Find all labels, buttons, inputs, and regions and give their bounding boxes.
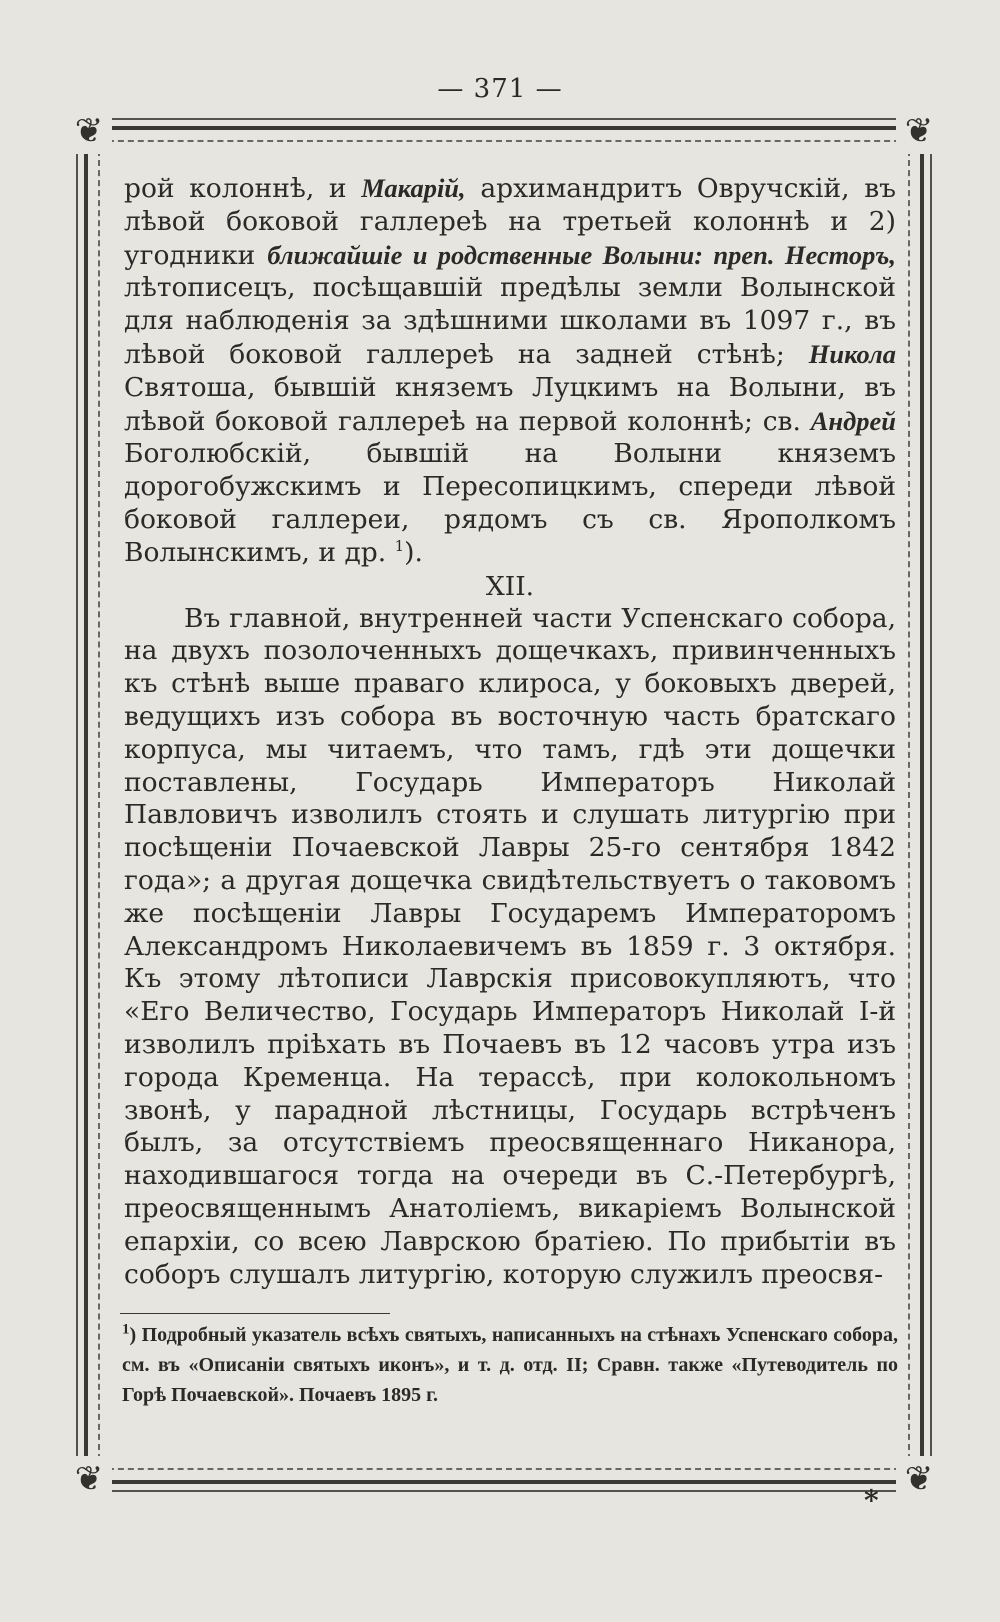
corner-ornament-icon: ❦ bbox=[66, 108, 112, 154]
text-run: Боголюбскій, бывшій на Волыни княземъ дорогобужскимъ и Пересопицкимъ, спереди лѣвой боковой галлереи, рядомъ съ св. Ярополкомъ Волынскимъ, и др. bbox=[124, 438, 896, 568]
text-run: рой колоннѣ, и bbox=[124, 173, 362, 204]
text-run: Святоша, бывшій княземъ Луцкимъ на Волыни, въ лѣвой боковой галлереѣ на первой колоннѣ; св. bbox=[124, 371, 896, 437]
paragraph-emperor-visits: Въ главной, внутренней части Успенскаго собора, на двухъ позолоченныхъ дощечкахъ, привинченныхъ къ стѣнѣ выше праваго клироса, у боковыхъ дверей, ведущихъ изъ собора въ восточную часть братскаго корпуса, мы читаемъ, что тамъ, гдѣ эти дощечки поставлены, Государь Императоръ Николай Павловичъ изволилъ стоять и слушать литургію при посѣщеніи Почаевской Лавры 25-го сентября 1842 года»; а другая дощечка свидѣтельствуетъ о таковомъ же посѣщеніи Лавры Государемъ Императоромъ Александромъ Николаевичемъ въ 1859 г. 3 октября. Къ этому лѣтописи Лаврскія присовокупляютъ, что «Его Величество, Государь Императоръ Николай I-й изволилъ пріѣхать въ Почаевъ въ 12 часовъ утра изъ города Кременца. На терассѣ, при колокольномъ звонѣ, у парадной лѣстницы, Государь встрѣченъ былъ, за отсутствіемъ преосвященнаго Никанора, находившагося тогда на очереди въ С.-Петербургѣ, преосвященнымъ Анатоліемъ, викаріемъ Волынской епархіи, со всею Лаврскою братіею. По прибытіи въ соборъ слушалъ литургію, которую служилъ преосвя- bbox=[124, 602, 896, 1290]
footnote-marker: 1 bbox=[122, 1321, 130, 1338]
saint-name: Андрей bbox=[810, 405, 896, 436]
footnote-divider bbox=[120, 1313, 390, 1314]
saint-name: ближайшіе и родственные Волыни: преп. Несторъ, bbox=[267, 239, 896, 270]
corner-ornament-icon: ❦ bbox=[896, 1456, 942, 1502]
text-run: лѣтописецъ, посѣщавшій предѣлы земли Волынской для наблюденія за здѣшними школами въ 1097 г., въ лѣвой боковой галлереѣ на задней стѣнѣ; bbox=[124, 272, 896, 370]
paragraph-saints bbox=[124, 172, 896, 570]
text-run: ). bbox=[404, 536, 423, 568]
text-run: архимандритъ Овручскій, въ лѣвой боковой галлереѣ на третьей колоннѣ и 2) угодники bbox=[124, 173, 896, 271]
signature-mark: * bbox=[864, 1484, 879, 1517]
footnote bbox=[122, 1320, 898, 1410]
footnote-reference: 1 bbox=[394, 536, 405, 555]
corner-ornament-icon: ❦ bbox=[66, 1456, 112, 1502]
section-heading: XII. bbox=[485, 570, 535, 602]
saint-name: Никола bbox=[808, 338, 896, 369]
saint-name: Макарій, bbox=[361, 173, 466, 203]
footnote-text: ) Подробный указатель всѣхъ святыхъ, написанныхъ на стѣнахъ Успенскаго собора, см. въ «Описаніи святыхъ иконъ», и т. д. отд. II; Сравн. также «Путеводитель по Горѣ Почаевской». Почаевъ 1895 г. bbox=[122, 1324, 898, 1406]
corner-ornament-icon: ❦ bbox=[896, 108, 942, 154]
body-text bbox=[124, 172, 896, 1291]
page-number: — 371 — bbox=[437, 74, 563, 104]
